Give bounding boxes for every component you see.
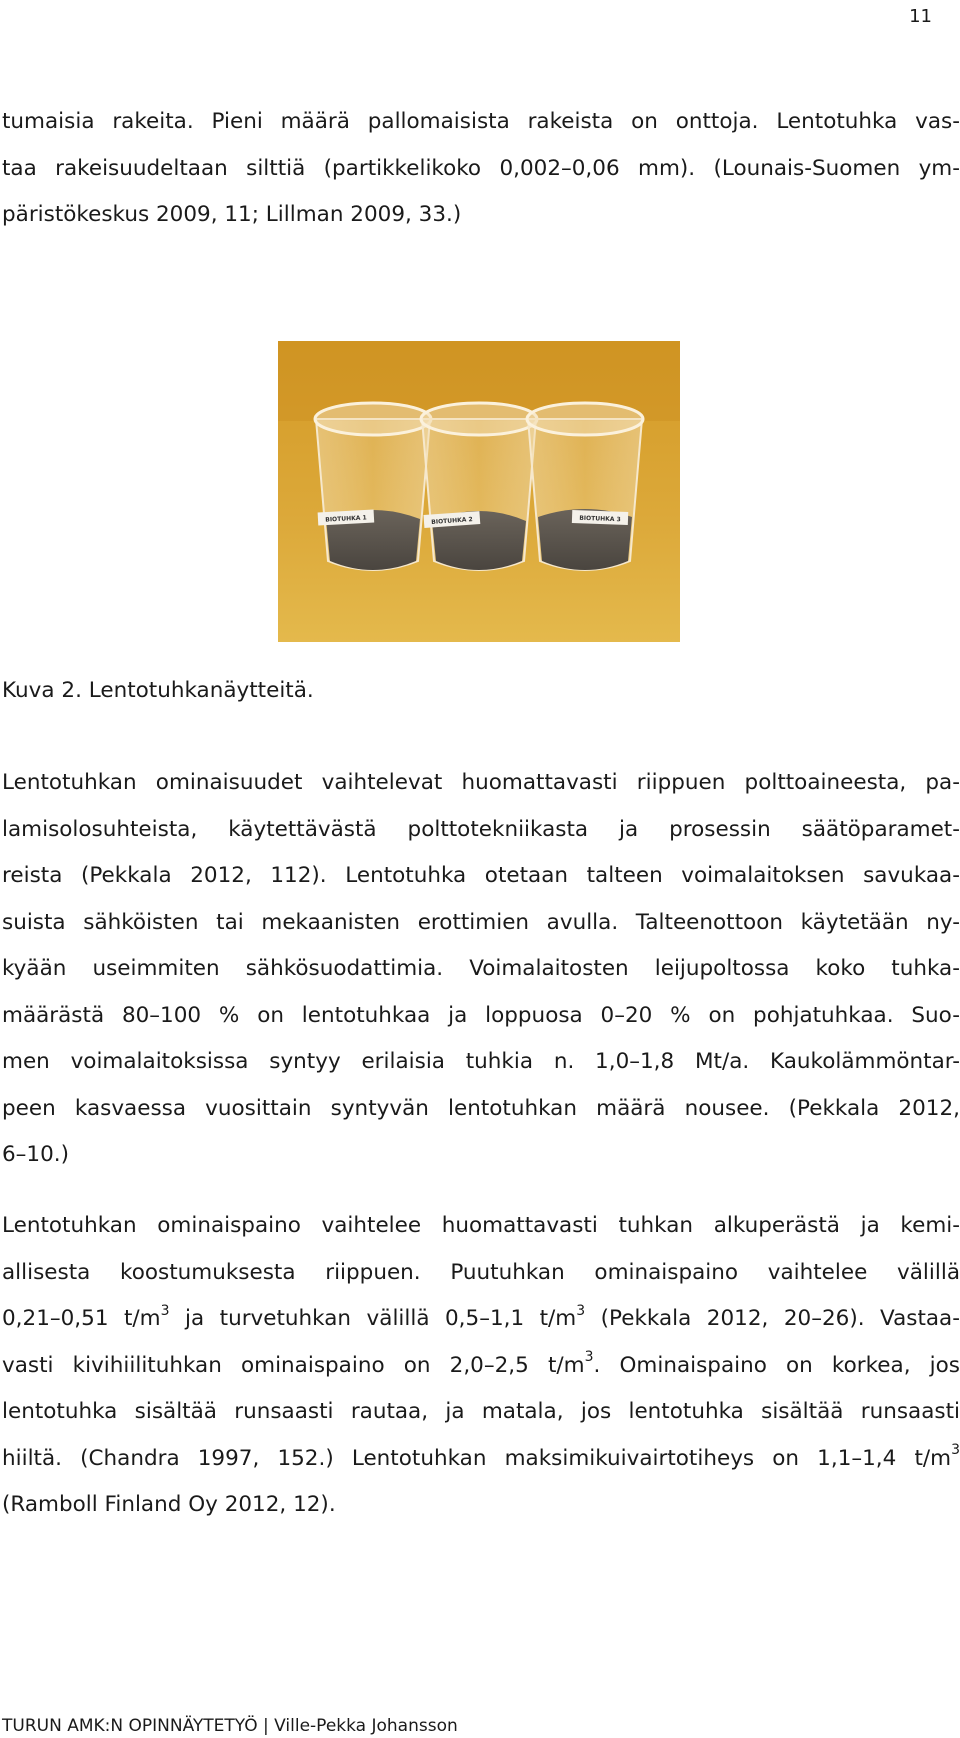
text-line: men voimalaitoksissa syntyy erilaisia tuhkia n. 1,0–1,8 Mt/a. Kaukolämmöntar-: [2, 1049, 960, 1074]
text-segment: 0,21–0,51 t/m: [2, 1306, 161, 1331]
paragraph-2: [2, 1203, 960, 1529]
text-line: Lentotuhkan ominaispaino vaihtelee huomattavasti tuhkan alkuperästä ja kemi-: [2, 1213, 960, 1238]
text-line: suista sähköisten tai mekaanisten erottimien avulla. Talteenottoon käytetään ny-: [2, 909, 960, 935]
superscript: 3: [951, 1442, 960, 1459]
text-line: allisesta koostumuksesta riippuen. Puutuhkan ominaispaino vaihtelee välillä: [2, 1259, 960, 1285]
text-segment: . Ominaispaino on korkea, jos: [593, 1352, 960, 1378]
page-number: 11: [909, 6, 932, 27]
text-line: lamisolosuhteista, käytettävästä polttotekniikasta ja prosessin säätöparamet-: [2, 816, 960, 842]
sample-cup-2: [421, 403, 537, 570]
fly-ash-samples-photo: [278, 341, 680, 642]
intro-paragraph: [2, 99, 960, 239]
cup-label: BIOTUHKA 2: [431, 516, 473, 526]
text-line: taa rakeisuudeltaan silttiä (partikkelikoko 0,002–0,06 mm). (Lounais-Suomen ym-: [2, 155, 960, 181]
sample-cup-3: [527, 403, 643, 570]
text-line: Lentotuhkan ominaisuudet vaihtelevat huomattavasti riippuen polttoaineesta, pa-: [2, 770, 960, 795]
text-line: (Ramboll Finland Oy 2012, 12).: [2, 1492, 336, 1517]
text-line: tumaisia rakeita. Pieni määrä pallomaisista rakeista on onttoja. Lentotuhka vas-: [2, 109, 960, 134]
text-segment: hiiltä. (Chandra 1997, 152.) Lentotuhkan maksimikuivairtotiheys on 1,1–1,4 t/m: [2, 1445, 952, 1471]
page-footer: TURUN AMK:N OPINNÄYTETYÖ | Ville-Pekka Johansson: [2, 1716, 458, 1736]
text-line: reista (Pekkala 2012, 112). Lentotuhka otetaan talteen voimalaitoksen savukaa-: [2, 863, 960, 888]
cup-label: BIOTUHKA 1: [325, 514, 367, 524]
sample-cup-1: [315, 403, 431, 570]
superscript: 3: [584, 1349, 594, 1366]
text-line: 6–10.): [2, 1142, 70, 1167]
text-line: [2, 1296, 960, 1343]
superscript: 3: [576, 1302, 586, 1319]
text-line: peen kasvaessa vuosittain syntyvän lentotuhkan määrä nousee. (Pekkala 2012,: [2, 1095, 960, 1121]
superscript: 3: [160, 1302, 170, 1319]
text-line: [2, 1343, 960, 1390]
text-line: määrästä 80–100 % on lentotuhkaa ja loppuosa 0–20 % on pohjatuhkaa. Suo-: [2, 1002, 960, 1028]
text-line: kyään useimmiten sähkösuodattimia. Voimalaitosten leijupoltossa koko tuhka-: [2, 956, 960, 981]
text-line: [2, 1436, 960, 1483]
text-line: päristökeskus 2009, 11; Lillman 2009, 33.): [2, 202, 462, 227]
text-segment: ja turvetuhkan välillä 0,5–1,1 t/m: [169, 1306, 577, 1331]
paragraph-1: [2, 760, 960, 1179]
text-segment: (Pekkala 2012, 20–26). Vastaa-: [585, 1306, 960, 1331]
text-line: lentotuhka sisältää runsaasti rautaa, ja matala, jos lentotuhka sisältää runsaasti: [2, 1399, 960, 1424]
figure-caption: Kuva 2. Lentotuhkanäytteitä.: [2, 678, 314, 703]
cup-label: BIOTUHKA 3: [579, 514, 621, 524]
text-segment: vasti kivihiilituhkan ominaispaino on 2,0–2,5 t/m: [2, 1352, 585, 1378]
